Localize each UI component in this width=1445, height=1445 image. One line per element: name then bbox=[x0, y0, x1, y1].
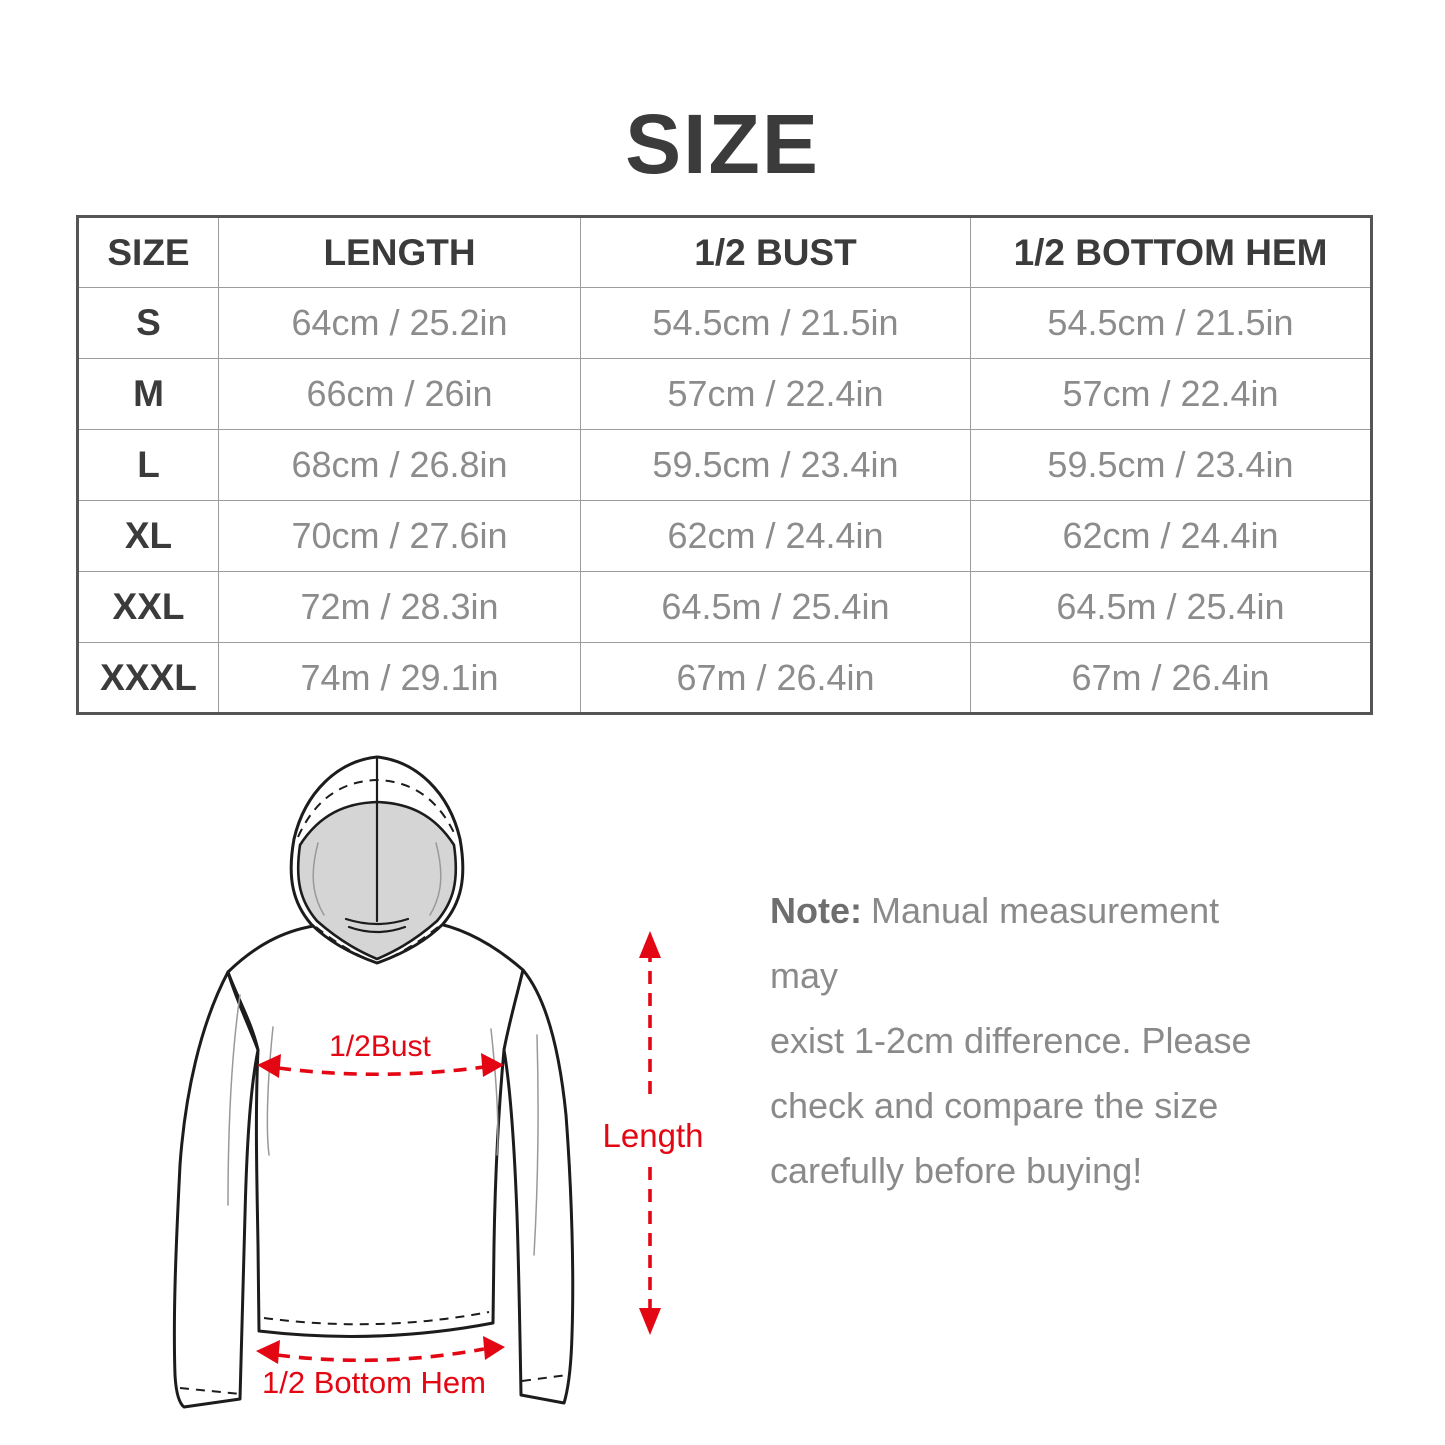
hem-arrow-line bbox=[277, 1349, 484, 1360]
left-sleeve bbox=[174, 972, 258, 1407]
measure-cell: 62cm / 24.4in bbox=[581, 501, 971, 572]
table-row bbox=[78, 643, 1372, 714]
length-label: Length bbox=[602, 1117, 704, 1154]
size-cell: XL bbox=[78, 501, 219, 572]
measure-cell: 62cm / 24.4in bbox=[971, 501, 1372, 572]
measure-cell: 64cm / 25.2in bbox=[219, 288, 581, 359]
size-cell: S bbox=[78, 288, 219, 359]
note-text bbox=[770, 878, 1290, 1203]
bottom-hem-label: 1/2 Bottom Hem bbox=[262, 1365, 486, 1400]
table-row bbox=[78, 501, 1372, 572]
column-header: 1/2 BOTTOM HEM bbox=[971, 217, 1372, 288]
hoodie-body bbox=[228, 921, 523, 1337]
column-header: SIZE bbox=[78, 217, 219, 288]
measure-cell: 59.5cm / 23.4in bbox=[581, 430, 971, 501]
right-sleeve bbox=[504, 970, 573, 1403]
measure-cell: 70cm / 27.6in bbox=[219, 501, 581, 572]
size-table-head-row bbox=[78, 217, 1372, 288]
size-table bbox=[76, 215, 1373, 715]
hem-arrowhead-right bbox=[483, 1336, 505, 1360]
note-label: Note: bbox=[770, 890, 862, 931]
note-line: carefully before buying! bbox=[770, 1150, 1143, 1191]
note-line bbox=[770, 878, 1290, 1008]
hem-arrowhead-left bbox=[256, 1340, 280, 1364]
column-header: LENGTH bbox=[219, 217, 581, 288]
note-line1-text: Manual measurement may bbox=[770, 890, 1220, 996]
hoodie-diagram bbox=[140, 735, 720, 1445]
measure-cell: 66cm / 26in bbox=[219, 359, 581, 430]
measure-cell: 54.5cm / 21.5in bbox=[971, 288, 1372, 359]
measure-cell: 74m / 29.1in bbox=[219, 643, 581, 714]
size-cell: XXL bbox=[78, 572, 219, 643]
size-cell: M bbox=[78, 359, 219, 430]
column-header: 1/2 BUST bbox=[581, 217, 971, 288]
table-row bbox=[78, 288, 1372, 359]
note-line: exist 1-2cm difference. Please bbox=[770, 1020, 1252, 1061]
page-title: SIZE bbox=[625, 97, 820, 191]
size-cell: L bbox=[78, 430, 219, 501]
measure-cell: 57cm / 22.4in bbox=[581, 359, 971, 430]
measure-cell: 59.5cm / 23.4in bbox=[971, 430, 1372, 501]
measure-cell: 57cm / 22.4in bbox=[971, 359, 1372, 430]
table-row bbox=[78, 359, 1372, 430]
measure-cell: 64.5m / 25.4in bbox=[581, 572, 971, 643]
measure-cell: 64.5m / 25.4in bbox=[971, 572, 1372, 643]
bust-label: 1/2Bust bbox=[329, 1030, 431, 1063]
table-row bbox=[78, 572, 1372, 643]
length-arrowhead-top bbox=[639, 931, 661, 958]
measure-cell: 54.5cm / 21.5in bbox=[581, 288, 971, 359]
measure-cell: 67m / 26.4in bbox=[581, 643, 971, 714]
measure-cell: 72m / 28.3in bbox=[219, 572, 581, 643]
measure-cell: 68cm / 26.8in bbox=[219, 430, 581, 501]
measure-cell: 67m / 26.4in bbox=[971, 643, 1372, 714]
table-row bbox=[78, 430, 1372, 501]
length-arrowhead-bottom bbox=[639, 1308, 661, 1335]
size-cell: XXXL bbox=[78, 643, 219, 714]
size-table-body bbox=[78, 288, 1372, 714]
note-line: check and compare the size bbox=[770, 1085, 1219, 1126]
